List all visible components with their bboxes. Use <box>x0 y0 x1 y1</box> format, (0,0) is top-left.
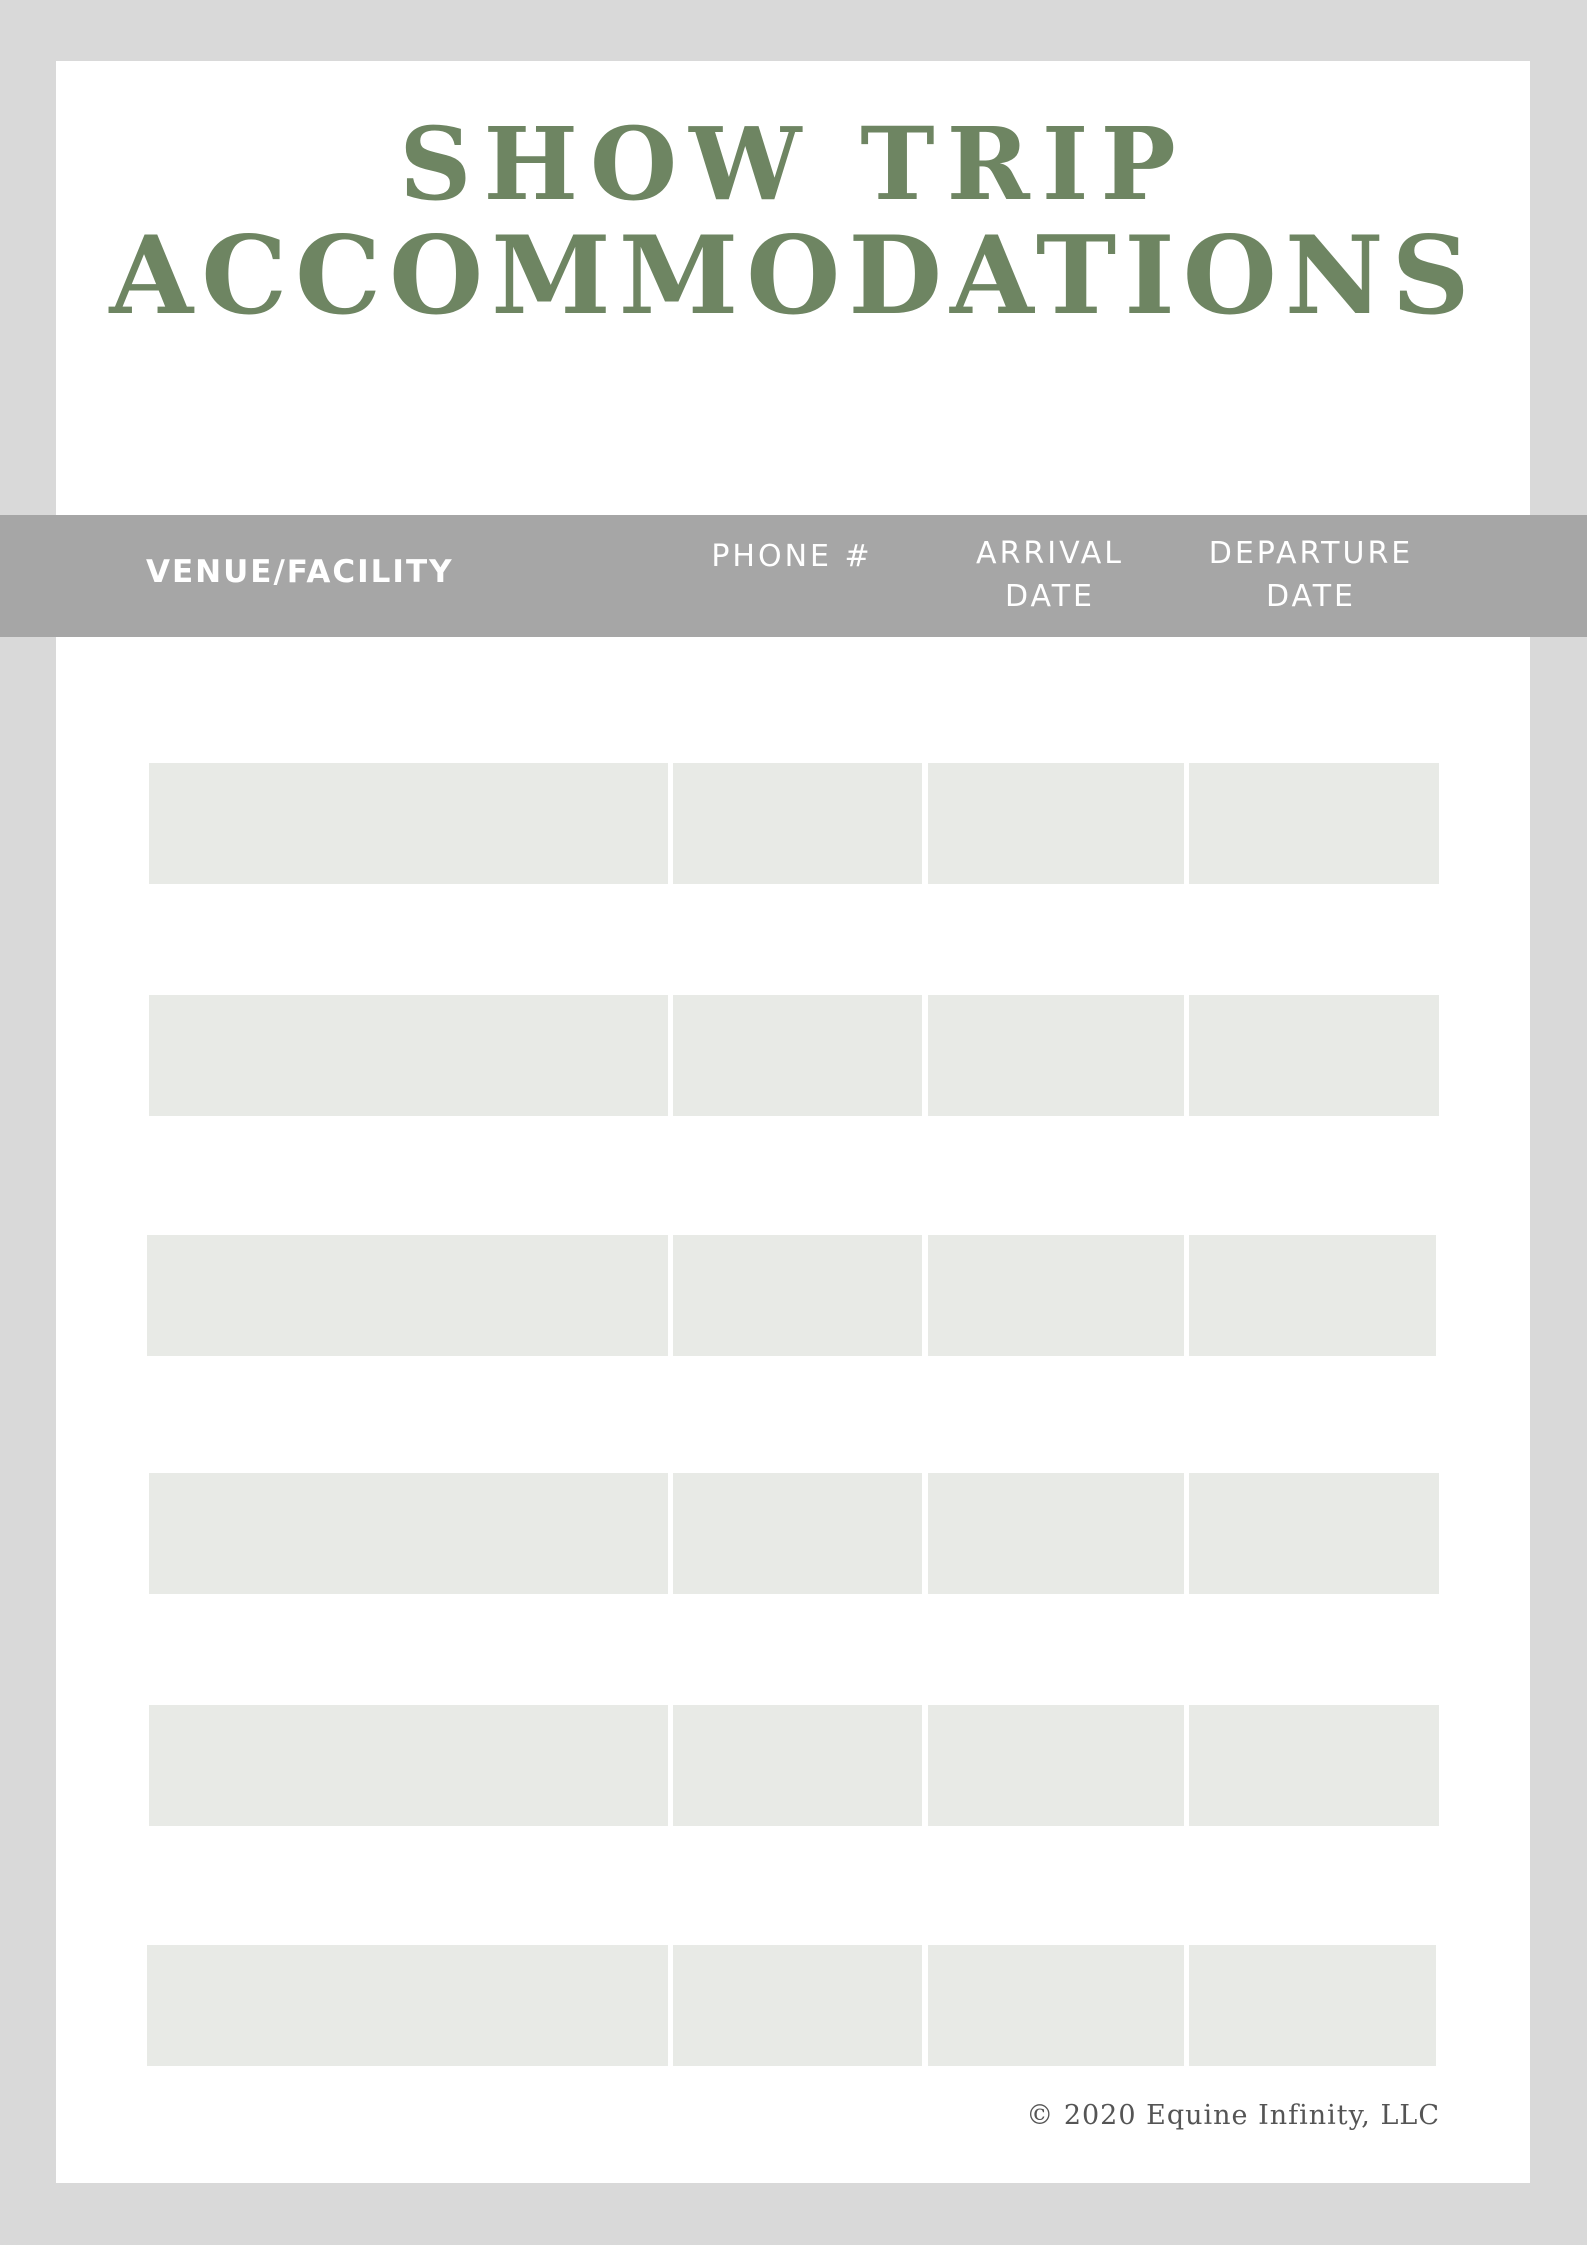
venue-facility-field[interactable] <box>149 1473 668 1594</box>
header-phone: PHONE # <box>711 539 873 574</box>
departure-date-field[interactable] <box>1189 995 1439 1116</box>
title-line-1: SHOW TRIP <box>399 105 1188 223</box>
phone-field[interactable] <box>673 1473 922 1594</box>
arrival-date-field[interactable] <box>928 1473 1184 1594</box>
page-sheet <box>56 61 1530 2183</box>
title-line-2: ACCOMMODATIONS <box>109 213 1478 339</box>
departure-date-field[interactable] <box>1189 1945 1436 2066</box>
venue-facility-field[interactable] <box>147 1945 668 2066</box>
departure-date-field[interactable] <box>1189 1473 1439 1594</box>
arrival-date-field[interactable] <box>928 763 1184 884</box>
venue-facility-field[interactable] <box>149 995 668 1116</box>
header-departure-date <box>1180 532 1442 618</box>
venue-facility-field[interactable] <box>149 763 668 884</box>
venue-facility-field[interactable] <box>147 1235 668 1356</box>
page-title <box>0 105 1587 339</box>
departure-date-field[interactable] <box>1189 763 1439 884</box>
header-departure-line-1: DEPARTURE <box>1208 536 1414 571</box>
phone-field[interactable] <box>673 1945 922 2066</box>
arrival-date-field[interactable] <box>928 1235 1184 1356</box>
phone-field[interactable] <box>673 1705 922 1826</box>
arrival-date-field[interactable] <box>928 1705 1184 1826</box>
venue-facility-field[interactable] <box>149 1705 668 1826</box>
phone-field[interactable] <box>673 995 922 1116</box>
table-header <box>0 515 1587 637</box>
copyright-notice: © 2020 Equine Infinity, LLC <box>1026 2100 1440 2131</box>
header-arrival-line-1: ARRIVAL <box>976 536 1124 571</box>
header-departure-line-2: DATE <box>1265 579 1357 614</box>
header-arrival-line-2: DATE <box>1004 579 1096 614</box>
departure-date-field[interactable] <box>1189 1235 1436 1356</box>
arrival-date-field[interactable] <box>928 1945 1184 2066</box>
header-venue-facility: VENUE/FACILITY <box>146 554 454 590</box>
phone-field[interactable] <box>673 1235 922 1356</box>
phone-field[interactable] <box>673 763 922 884</box>
header-arrival-date <box>940 532 1160 618</box>
departure-date-field[interactable] <box>1189 1705 1439 1826</box>
arrival-date-field[interactable] <box>928 995 1184 1116</box>
